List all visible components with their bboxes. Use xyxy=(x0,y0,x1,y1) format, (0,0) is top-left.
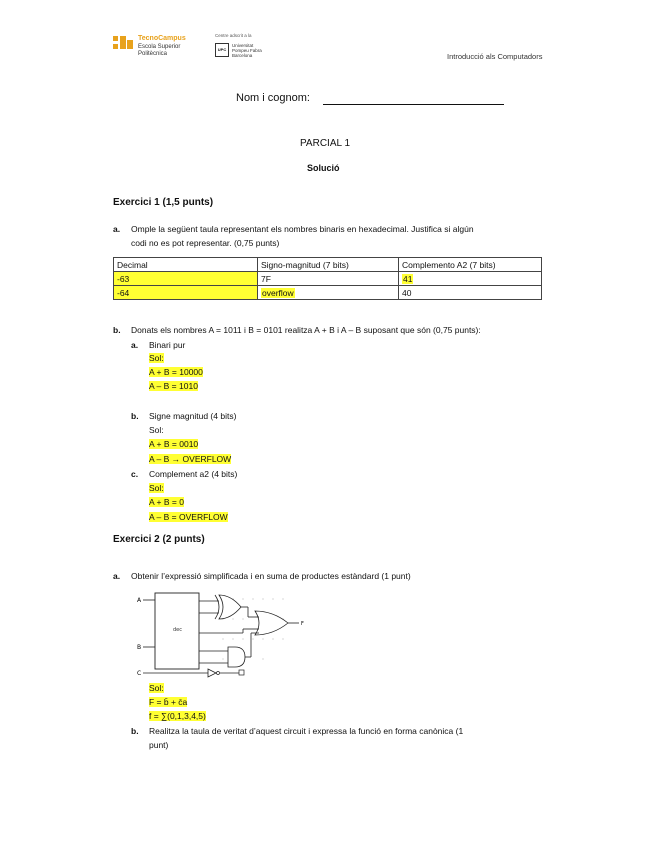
input-a-label: A xyxy=(137,597,142,604)
solution-label: Sol: xyxy=(149,683,164,693)
decoder-label: dec xyxy=(173,627,182,633)
item-marker: a. xyxy=(113,571,121,581)
item-marker: b. xyxy=(131,726,139,736)
table-cell-wrap xyxy=(258,286,399,300)
solution-label: Sol: xyxy=(149,425,164,435)
sub-item-marker: b. xyxy=(131,411,139,421)
sub-item-marker: c. xyxy=(131,469,139,479)
table-header-cell: Decimal xyxy=(114,258,258,272)
table-cell: -63 xyxy=(114,272,258,286)
item-marker: a. xyxy=(113,224,121,234)
output-f-label: F xyxy=(301,621,304,627)
table-header-cell: Complemento A2 (7 bits) xyxy=(399,258,542,272)
sub-item-title: Signe magnitud (4 bits) xyxy=(149,411,237,421)
table-cell: 7F xyxy=(258,272,399,286)
exercise-1a-text-line-2: codi no es pot representar. (0,75 punts) xyxy=(131,238,280,248)
conversion-table xyxy=(113,257,542,300)
exercise-2-heading: Exercici 2 (2 punts) xyxy=(113,534,205,545)
input-b-label: B xyxy=(137,644,142,651)
solution-formula-2: f = ∑(0,1,3,4,5) xyxy=(149,711,206,721)
solution-line: A + B = 0 xyxy=(149,497,184,507)
tecnocampus-logo-icon xyxy=(113,36,135,50)
item-marker: b. xyxy=(113,325,121,335)
solution-label: Sol: xyxy=(149,483,164,493)
logo-name: TecnoCampus xyxy=(138,35,186,42)
table-cell-wrap xyxy=(399,272,542,286)
solution-formula-1: F = b̄ + c̄a xyxy=(149,697,188,707)
solution-line: A + B = 0010 xyxy=(149,439,199,449)
university-line-3: Barcelona xyxy=(232,53,253,58)
solution-label: Sol: xyxy=(149,353,164,363)
table-cell: -64 xyxy=(114,286,258,300)
exercise-1a-text-line-1: Omple la següent taula representant els nombres binaris en hexadecimal. Justifica si algún xyxy=(131,224,474,234)
table-cell: 40 xyxy=(399,286,542,300)
input-c-label: C xyxy=(137,670,142,677)
name-label: Nom i cognom: xyxy=(236,92,310,104)
exercise-1-heading: Exercici 1 (1,5 punts) xyxy=(113,197,214,208)
table-header-row xyxy=(114,258,542,272)
or-gate xyxy=(255,611,288,635)
table-cell: overflow xyxy=(262,287,294,298)
solution-line: A – B = OVERFLOW xyxy=(149,512,228,522)
table-row xyxy=(114,286,542,300)
upf-logo-icon: UPC xyxy=(215,43,229,57)
logo-subtitle-2: Politècnica xyxy=(138,51,168,57)
table-header-cell: Signo-magnitud (7 bits) xyxy=(258,258,399,272)
sub-item-title: Complement a2 (4 bits) xyxy=(149,469,238,479)
exercise-1b-text: Donats els nombres A = 1011 i B = 0101 realitza A + B i A – B suposant que són (0,75 punts): xyxy=(131,325,481,335)
logo-subtitle-1: Escola Superior xyxy=(138,44,181,50)
solution-line: A – B → OVERFLOW xyxy=(149,454,232,464)
university-line-2: Pompeu Fabra xyxy=(232,48,262,53)
page-subtitle: Solució xyxy=(307,163,340,173)
name-field[interactable] xyxy=(323,104,504,105)
sub-item-marker: a. xyxy=(131,340,139,350)
table-cell: 41 xyxy=(403,273,413,284)
logic-circuit-diagram xyxy=(133,589,313,679)
exercise-2b-text-line-2: punt) xyxy=(149,740,169,750)
page-title: PARCIAL 1 xyxy=(300,138,351,149)
xor-gate xyxy=(215,595,219,619)
exercise-2a-text: Obtenir l’expressió simplificada i en suma de productes estàndard (1 punt) xyxy=(131,571,411,581)
sub-item-title: Binari pur xyxy=(149,340,186,350)
inverter-gate xyxy=(208,669,216,677)
and-gate xyxy=(228,647,245,667)
solution-line: A + B = 10000 xyxy=(149,367,203,377)
university-line-1: Universitat xyxy=(232,43,254,48)
course-title: Introducció als Computadors xyxy=(447,52,543,61)
table-row xyxy=(114,272,542,286)
adscrit-label: Centre adscrit a la xyxy=(215,33,252,38)
solution-line: A – B = 1010 xyxy=(149,381,198,391)
exercise-2b-text-line-1: Realitza la taula de veritat d’aquest circuit i expressa la funció en forma canònica (1 xyxy=(149,726,464,736)
